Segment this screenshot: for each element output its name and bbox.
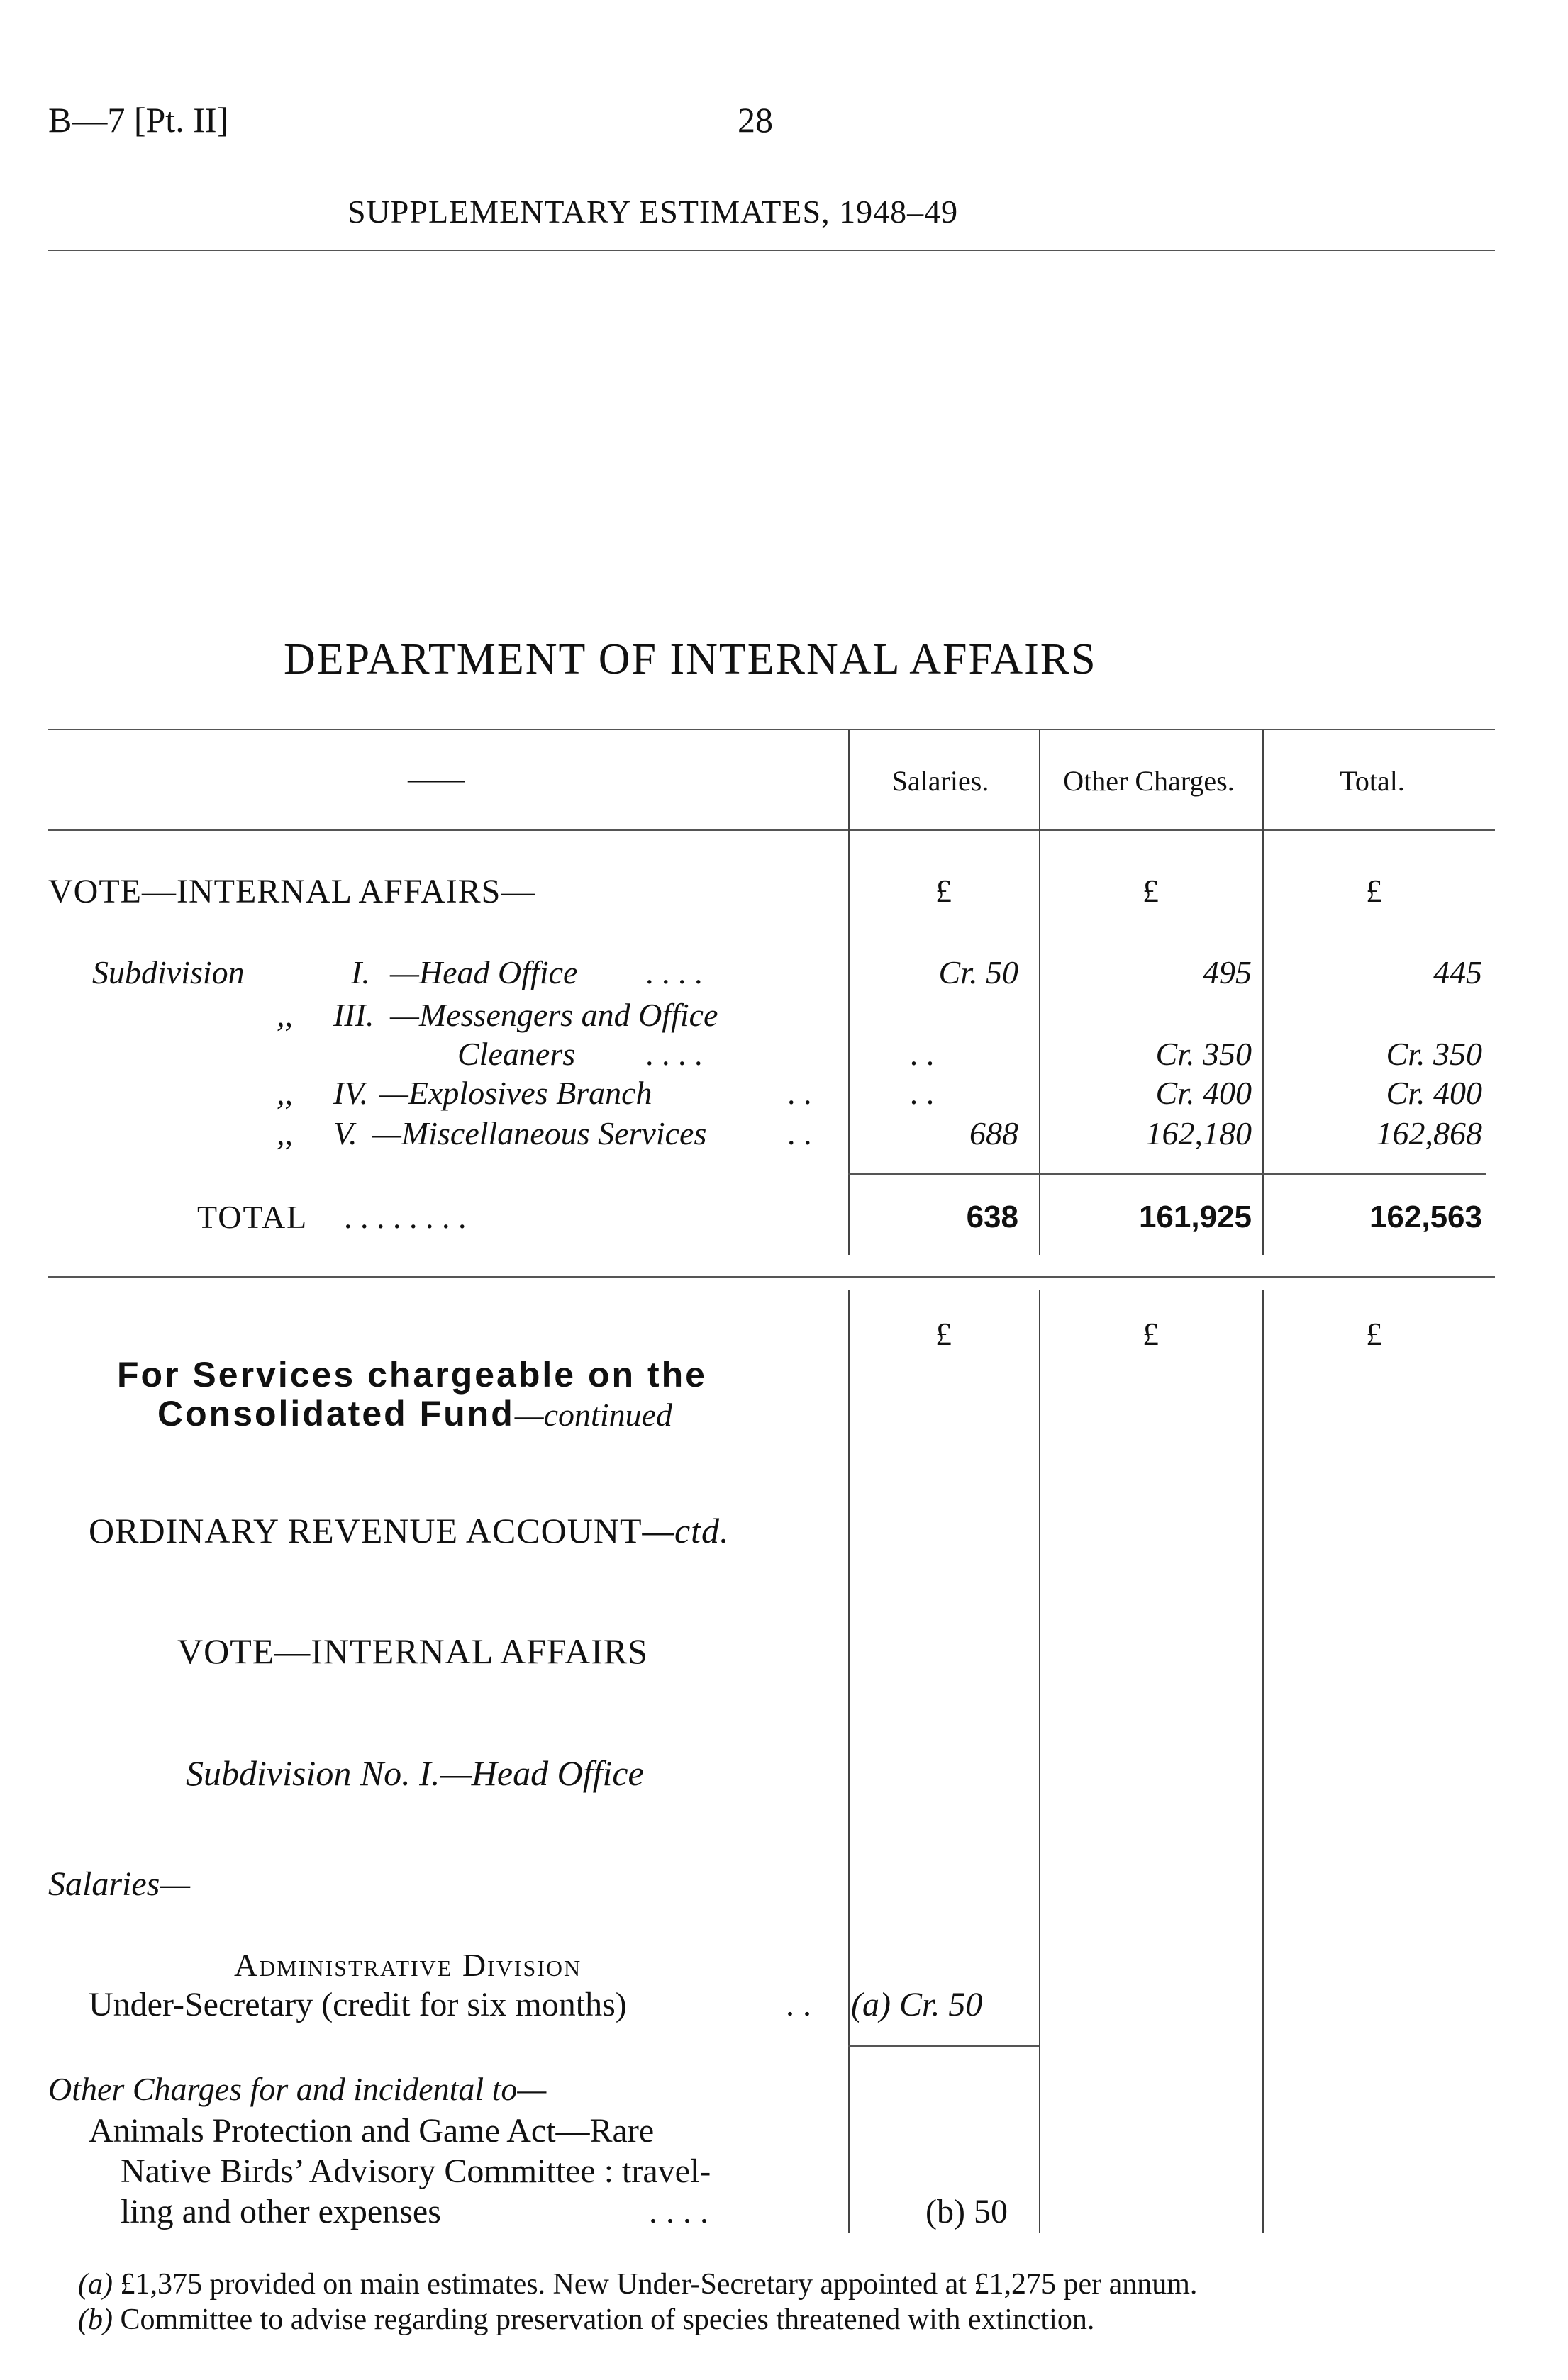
other-charges-value: Cr. 400	[1155, 1075, 1252, 1111]
admin-division-heading: Administrative Division	[234, 1947, 582, 1983]
total-value: 445	[1433, 954, 1482, 990]
footnote-text: £1,375 provided on main estimates. New Under-Secretary appointed at £1,275 per annum.	[120, 2268, 1198, 2301]
leader-dots: . . . .	[649, 2193, 708, 2230]
salaries-heading: Salaries—	[48, 1865, 191, 1903]
detail-currency-salaries: £	[935, 1316, 952, 1352]
services-heading-line2	[157, 1393, 672, 1434]
row-label: —Miscellaneous Services	[372, 1115, 707, 1151]
header-rule	[48, 250, 1495, 251]
row-number: IV.	[333, 1075, 368, 1111]
document-reference: B—7 [Pt. II]	[48, 100, 229, 140]
row-label: —Head Office	[390, 954, 578, 990]
under-secretary-value: (a) Cr. 50	[851, 1986, 983, 2023]
footnote-a	[78, 2267, 1197, 2301]
leader-dots: . .	[786, 1986, 811, 2023]
row-prefix: ,,	[277, 997, 293, 1033]
footnote-text: Committee to advise regarding preservation of species threatened with extinction.	[120, 2303, 1095, 2336]
total-other-charges: 161,925	[1138, 1200, 1252, 1234]
column-header-total: Total.	[1340, 765, 1405, 797]
currency-other: £	[1142, 873, 1159, 909]
page-number: 28	[738, 100, 773, 140]
subdivision-heading: Subdivision No. I.—Head Office	[186, 1753, 644, 1793]
salaries-value: . .	[909, 1075, 935, 1111]
detail-column-rule-3	[1262, 1290, 1264, 2233]
total-value: 162,868	[1376, 1115, 1482, 1151]
column-rule-1	[848, 730, 850, 1255]
detail-vote-heading: VOTE—INTERNAL AFFAIRS	[177, 1631, 649, 1671]
other-charges-heading: Other Charges for and incidental to—	[48, 2071, 547, 2107]
account-heading	[89, 1510, 730, 1551]
table-corner-dash: ——	[408, 763, 465, 795]
salaries-subtotal-rule	[848, 2045, 1039, 2047]
row-label-continued: Cleaners	[457, 1036, 576, 1072]
summary-bottom-rule	[48, 1276, 1495, 1278]
services-heading-line1: For Services chargeable on the	[117, 1355, 707, 1395]
row-label: —Messengers and Office	[390, 997, 718, 1033]
detail-column-rule-2	[1039, 1290, 1040, 2233]
other-charges-value: 162,180	[1145, 1115, 1252, 1151]
column-rule-2	[1039, 730, 1040, 1255]
page-title: SUPPLEMENTARY ESTIMATES, 1948–49	[347, 194, 959, 230]
total-salaries: 638	[966, 1200, 1018, 1234]
currency-total: £	[1366, 873, 1382, 909]
other-charges-value: Cr. 350	[1155, 1036, 1252, 1072]
row-prefix: ,,	[277, 1075, 293, 1111]
salaries-value: . .	[909, 1036, 935, 1072]
animals-protection-line3: ling and other expenses	[121, 2193, 441, 2230]
column-header-other-charges: Other Charges.	[1063, 765, 1235, 797]
under-secretary-label: Under-Secretary (credit for six months)	[89, 1986, 627, 2023]
consolidated-fund-text: Consolidated Fund	[157, 1394, 515, 1434]
column-rule-3	[1262, 730, 1264, 1255]
footnote-b	[78, 2303, 1094, 2337]
leader-dots: . . . .	[645, 1036, 703, 1072]
total-total: 162,563	[1369, 1200, 1482, 1234]
leader-dots: . .	[787, 1075, 812, 1111]
detail-column-rule-1	[848, 1290, 850, 2233]
detail-currency-total: £	[1366, 1316, 1382, 1352]
animals-protection-line2: Native Birds’ Advisory Committee : travel-	[121, 2152, 711, 2190]
total-value: Cr. 350	[1386, 1036, 1482, 1072]
row-number: V.	[333, 1115, 357, 1151]
column-header-salaries: Salaries.	[891, 765, 989, 797]
salaries-value: 688	[969, 1115, 1018, 1151]
total-rule	[848, 1173, 1486, 1175]
leader-dots: . .	[787, 1115, 812, 1151]
footnote-mark: (a)	[78, 2268, 113, 2301]
table-top-rule	[48, 729, 1495, 730]
animals-protection-line1: Animals Protection and Game Act—Rare	[89, 2112, 655, 2150]
total-value: Cr. 400	[1386, 1075, 1482, 1111]
currency-salaries: £	[935, 873, 952, 909]
department-title: DEPARTMENT OF INTERNAL AFFAIRS	[284, 635, 1097, 683]
salaries-value: Cr. 50	[938, 954, 1018, 990]
leader-dots: . . . . . . . .	[344, 1199, 467, 1235]
vote-heading: VOTE—INTERNAL AFFAIRS—	[48, 873, 536, 910]
animals-protection-value: (b) 50	[925, 2193, 1008, 2230]
continued-text: —continued	[514, 1397, 673, 1433]
row-number: III.	[333, 997, 374, 1033]
row-prefix: ,,	[277, 1115, 293, 1151]
account-text: ORDINARY REVENUE ACCOUNT	[89, 1511, 643, 1551]
total-label: TOTAL	[197, 1199, 308, 1235]
row-number: I.	[351, 954, 370, 990]
footnote-mark: (b)	[78, 2303, 113, 2336]
other-charges-value: 495	[1203, 954, 1252, 990]
row-prefix: Subdivision	[92, 954, 245, 990]
row-label: —Explosives Branch	[379, 1075, 652, 1111]
header-bottom-rule	[48, 829, 1495, 831]
leader-dots: . . . .	[645, 954, 703, 990]
detail-currency-other: £	[1142, 1316, 1159, 1352]
account-suffix: —ctd.	[642, 1511, 730, 1551]
